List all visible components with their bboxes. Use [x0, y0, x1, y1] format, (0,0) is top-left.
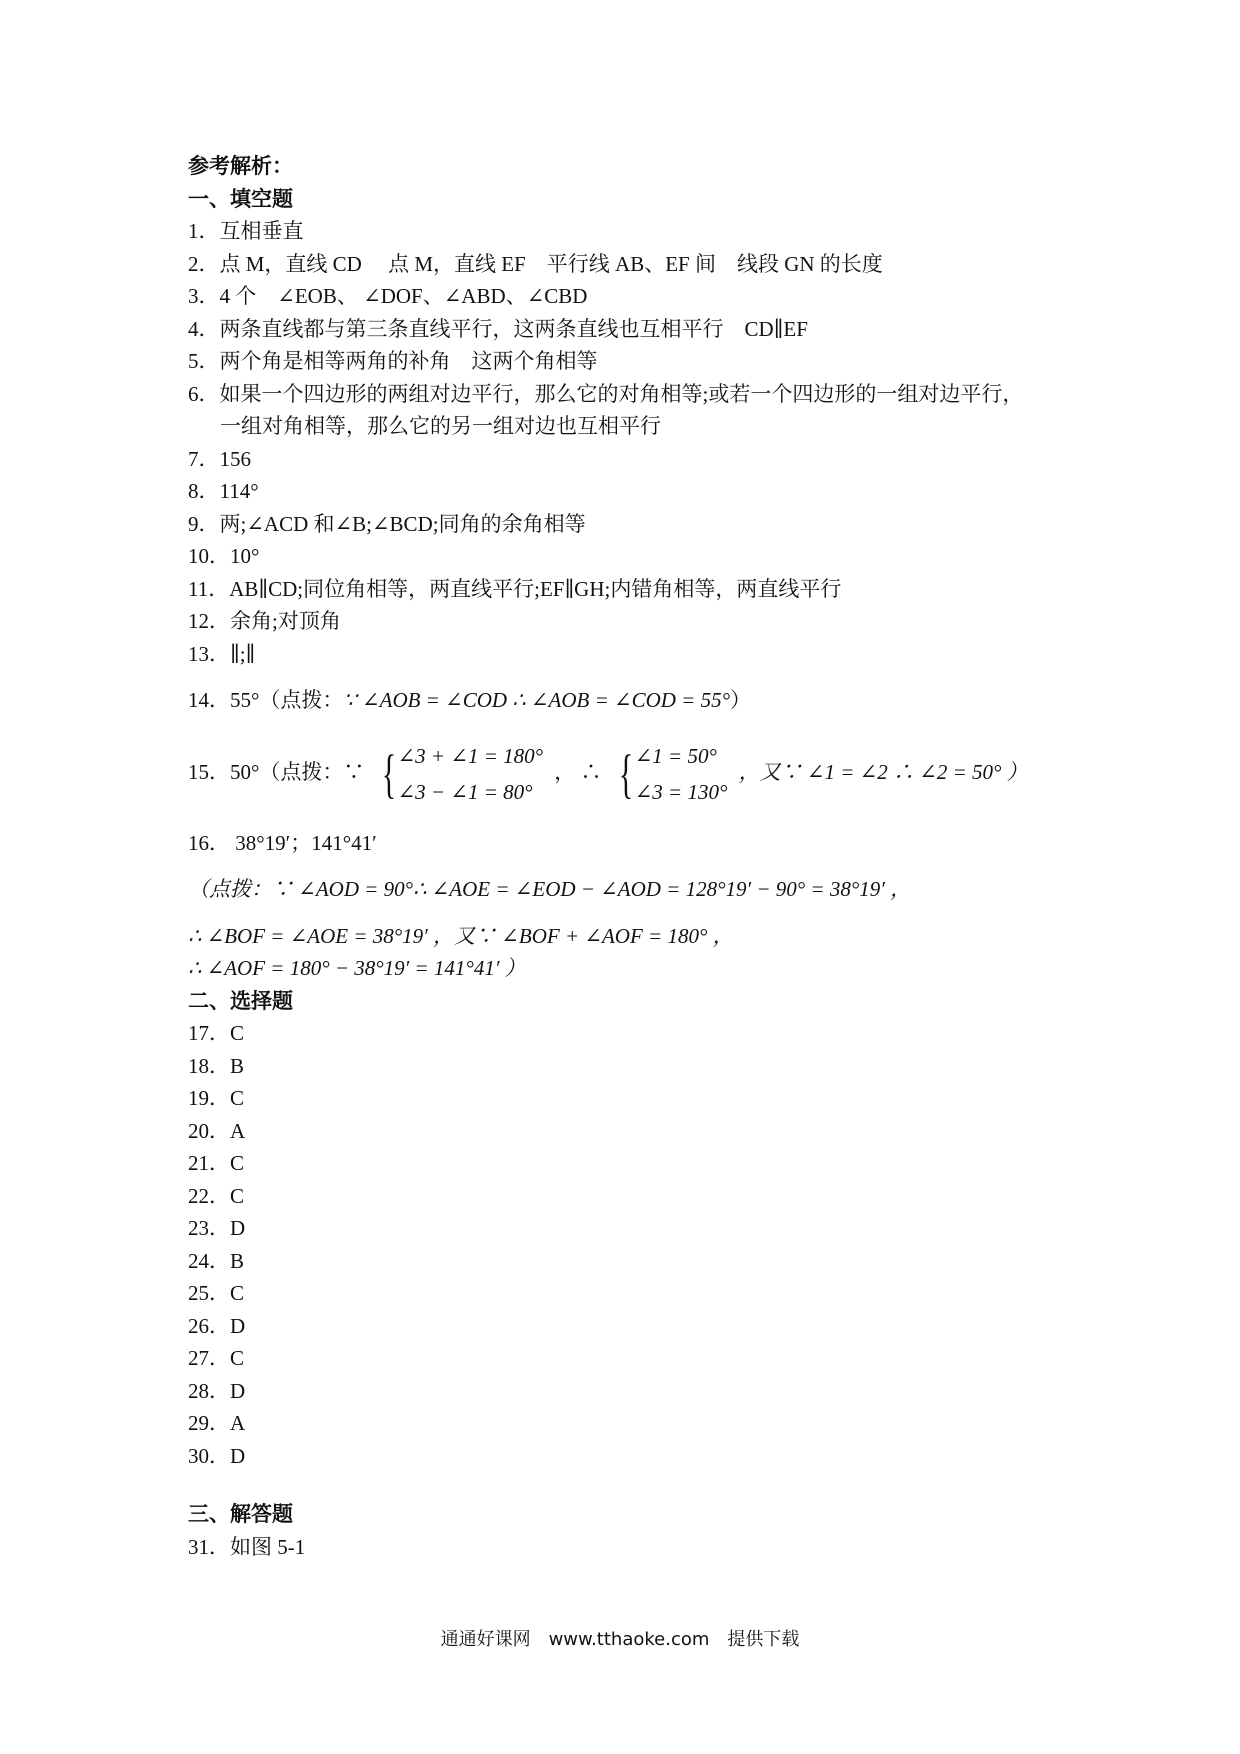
equation-system-result: { ∠1 = 50° ∠3 = 130°	[618, 743, 728, 804]
hint-line: ∴ ∠BOF = ∠AOE = 38°19′ ，又∵ ∠BOF + ∠AOF = 180° ，	[188, 923, 734, 948]
section-fill-heading: 一、填空题	[188, 186, 293, 211]
list-item-continuation: 一组对角相等，那么它的另一组对边也互相平行	[220, 414, 661, 438]
list-item: 27．C	[188, 1346, 245, 1370]
math-expression: ∵ ∠AOB = ∠COD ∴ ∠AOB = ∠COD = 55°	[343, 688, 730, 712]
list-item: 1．互相垂直	[188, 219, 304, 243]
list-item: 5．两个角是相等两角的补角 这两个角相等	[188, 349, 598, 373]
list-item: 11．AB∥CD;同位角相等，两直线平行;EF∥GH;内错角相等，两直线平行	[188, 576, 842, 601]
list-item: 29．A	[188, 1411, 246, 1435]
section-solve-heading: 三、解答题	[188, 1502, 293, 1526]
list-item: 9．两;∠ACD 和∠B;∠BCD;同角的余角相等	[188, 511, 586, 536]
list-item: 23．D	[188, 1216, 246, 1240]
page-footer: 通通好课网 www.tthaoke.com 提供下载	[440, 1629, 800, 1650]
list-item: 4．两条直线都与第三条直线平行，这两条直线也互相平行 CD∥EF	[188, 316, 808, 341]
list-item: 20．A	[188, 1118, 246, 1143]
section-choice-heading: 二、选择题	[188, 988, 293, 1013]
equation-system: { ∠3 + ∠1 = 180° ∠3 − ∠1 = 80°	[381, 743, 544, 804]
page-title: 参考解析：	[188, 154, 293, 178]
list-item: 13．∥;∥	[188, 641, 256, 666]
answer-page	[188, 150, 1088, 1563]
list-item-14: 14．55°（点拨：∵ ∠AOB = ∠COD ∴ ∠AOB = ∠COD = 55°）	[188, 688, 751, 712]
list-item: 10．10°	[188, 544, 260, 568]
list-item: 7．156	[188, 446, 251, 471]
list-item: 17．C	[188, 1021, 245, 1045]
list-item-15: 15．50°（点拨：∵ { ∠3 + ∠1 = 180° ∠3 − ∠1 = 80° ， ∴ { ∠1 = 50° ∠3 = 130° ，又∵ ∠1 = ∠2 ∴ ∠2 = 50° ）	[188, 731, 1088, 813]
brace-icon: {	[618, 743, 633, 804]
list-item: 28．D	[188, 1378, 246, 1403]
list-item-16: 16． 38°19′；141°41′	[188, 830, 377, 855]
list-item: 24．B	[188, 1248, 245, 1273]
brace-icon: {	[381, 743, 396, 804]
hint-line: （点拨：∵ ∠AOD = 90°∴ ∠AOE = ∠EOD − ∠AOD = 128°19′ − 90° = 38°19′ ，	[188, 877, 912, 901]
list-item: 6．如果一个四边形的两组对边平行，那么它的对角相等;或若一个四边形的一组对边平行，	[188, 381, 1024, 406]
list-item: 12．余角;对顶角	[188, 609, 341, 633]
list-item: 31．如图 5-1	[188, 1534, 306, 1559]
hint-line: ∴ ∠AOF = 180° − 38°19′ = 141°41′ ）	[188, 956, 526, 980]
list-item: 8．114°	[188, 479, 259, 503]
list-item: 22．C	[188, 1183, 245, 1208]
list-item: 18．B	[188, 1053, 245, 1078]
list-item: 2．点 M，直线 CD 点 M，直线 EF 平行线 AB、EF 间 线段 GN 的长度	[188, 251, 883, 276]
list-item: 3．4 个 ∠EOB、 ∠DOF、∠ABD、∠CBD	[188, 284, 588, 308]
list-item: 21．C	[188, 1151, 245, 1175]
list-item: 26．D	[188, 1313, 246, 1338]
list-item: 19．C	[188, 1086, 245, 1110]
list-item: 30．D	[188, 1443, 246, 1468]
list-item: 25．C	[188, 1281, 245, 1305]
